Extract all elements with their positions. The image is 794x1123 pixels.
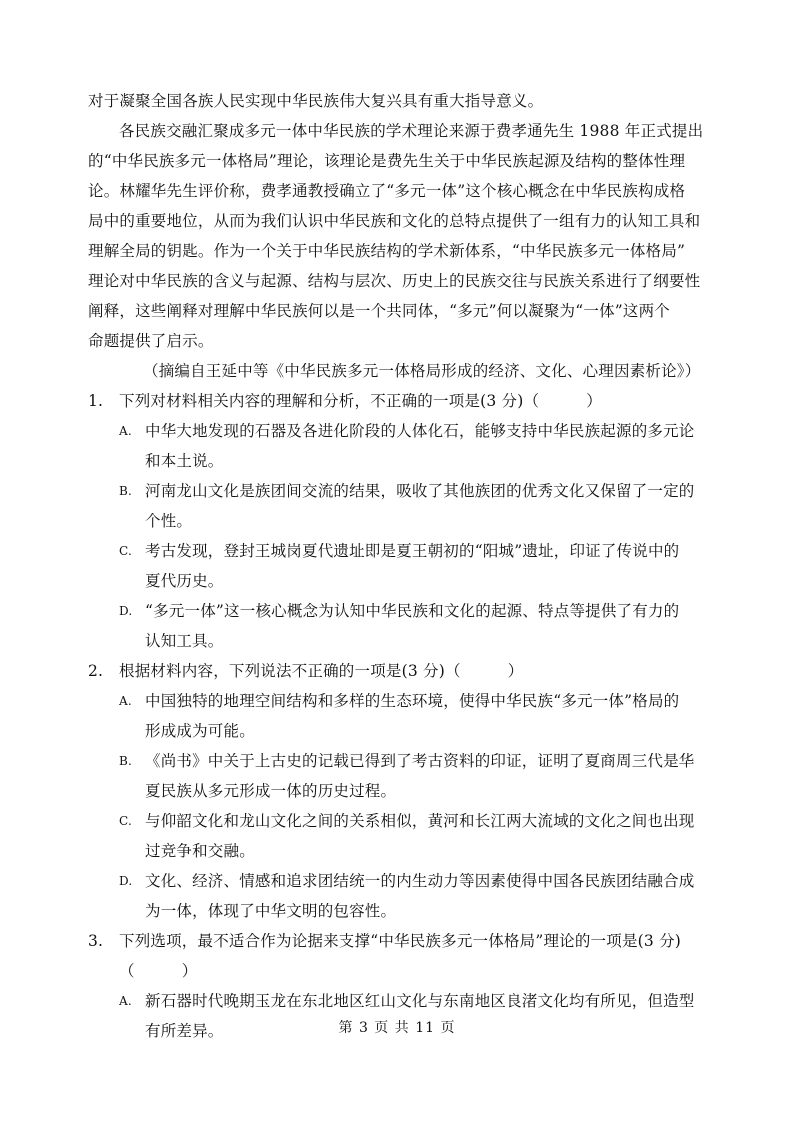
page-content: [88, 86, 713, 1046]
question-number: 3.: [88, 932, 104, 950]
question-stem: 根据材料内容，下列说法不正确的一项是(3 分)（ ）: [119, 662, 524, 680]
paragraph-line: 阐释，这些阐释对理解中华民族何以是一个共同体，“多元”何以凝聚为“一体”这两个: [88, 302, 670, 320]
option-a: [88, 416, 713, 476]
paragraph-line: 论。林耀华先生评价称，费孝通教授确立了“多元一体”这个核心概念在中华民族构成格: [88, 182, 686, 200]
option-letter: B.: [119, 484, 133, 498]
page-number-footer: 第 3 页 共 11 页: [338, 1020, 456, 1036]
option-letter: C.: [119, 544, 132, 558]
question-2: [88, 656, 713, 926]
option-a: [88, 686, 713, 746]
option-text: 为一体，体现了中华文明的包容性。: [145, 902, 397, 920]
option-letter: B.: [119, 754, 133, 768]
option-text: 形成成为可能。: [145, 722, 255, 740]
question-1: [88, 386, 713, 656]
passage-continuation: 对于凝聚全国各族人民实现中华民族伟大复兴具有重大指导意义。: [88, 92, 544, 110]
option-c: [88, 536, 713, 596]
option-text: 河南龙山文化是族团间交流的结果，吸收了其他族团的优秀文化又保留了一定的: [145, 482, 695, 500]
option-text: “多元一体”这一核心概念为认知中华民族和文化的起源、特点等提供了有力的: [145, 602, 680, 620]
paragraph-line: 理论对中华民族的含义与起源、结构与层次、历史上的民族交往与民族关系进行了纲要性: [88, 272, 701, 290]
question-number: 2.: [88, 662, 104, 680]
option-text: 有所差异。: [145, 1022, 224, 1040]
option-text: 过竞争和交融。: [145, 842, 255, 860]
option-letter: A.: [119, 694, 132, 708]
option-b: [88, 746, 713, 806]
option-letter: D.: [119, 874, 133, 888]
passage-paragraph: [88, 116, 713, 356]
paragraph-line: 的“中华民族多元一体格局”理论，该理论是费先生关于中华民族起源及结构的整体性理: [88, 152, 686, 170]
option-c: [88, 806, 713, 866]
option-letter: D.: [119, 604, 133, 618]
option-text: 认知工具。: [145, 632, 224, 650]
option-text: 个性。: [145, 512, 193, 530]
option-text: 《尚书》中关于上古史的记载已得到了考古资料的印证，证明了夏商周三代是华: [145, 752, 695, 770]
question-number: 1.: [88, 392, 104, 410]
option-text: 夏民族从多元形成一体的历史过程。: [145, 782, 397, 800]
option-d: [88, 596, 713, 656]
option-text: 考古发现，登封王城岗夏代遗址即是夏王朝初的“阳城”遗址，印证了传说中的: [145, 542, 680, 560]
paragraph-line: 理解全局的钥匙。作为一个关于中华民族结构的学术新体系，“中华民族多元一体格局”: [88, 242, 686, 260]
option-letter: C.: [119, 814, 132, 828]
option-text: 与仰韶文化和龙山文化之间的关系相似，黄河和长江两大流域的文化之间也出现: [145, 812, 695, 830]
option-text: 中国独特的地理空间结构和多样的生态环境，使得中华民族“多元一体”格局的: [145, 692, 680, 710]
option-text: 夏代历史。: [145, 572, 224, 590]
paragraph-line: 各民族交融汇聚成多元一体中华民族的学术理论来源于费孝通先生 1988 年正式提出: [119, 122, 704, 140]
option-letter: A.: [119, 424, 132, 438]
paragraph-line: 局中的重要地位，从而为我们认识中华民族和文化的总特点提供了一组有力的认知工具和: [88, 212, 701, 230]
option-text: 中华大地发现的石器及各进化阶段的人体化石，能够支持中华民族起源的多元论: [145, 422, 695, 440]
option-a: [88, 986, 713, 1046]
question-stem: 下列选项，最不适合作为论据来支撑“中华民族多元一体格局”理论的一项是(3 分): [119, 932, 682, 950]
option-d: [88, 866, 713, 926]
question-stem: 下列对材料相关内容的理解和分析，不正确的一项是(3 分)（ ）: [119, 392, 602, 410]
question-stem: （ ）: [119, 962, 198, 980]
source-citation: （摘编自王延中等《中华民族多元一体格局形成的经济、文化、心理因素析论》）: [143, 362, 701, 380]
option-letter: A.: [119, 994, 132, 1008]
option-text: 文化、经济、情感和追求团结统一的内生动力等因素使得中国各民族团结融合成: [145, 872, 695, 890]
option-text: 新石器时代晚期玉龙在东北地区红山文化与东南地区良渚文化均有所见，但造型: [145, 992, 695, 1010]
option-b: [88, 476, 713, 536]
option-text: 和本土说。: [145, 452, 224, 470]
paragraph-line: 命题提供了启示。: [88, 332, 214, 350]
